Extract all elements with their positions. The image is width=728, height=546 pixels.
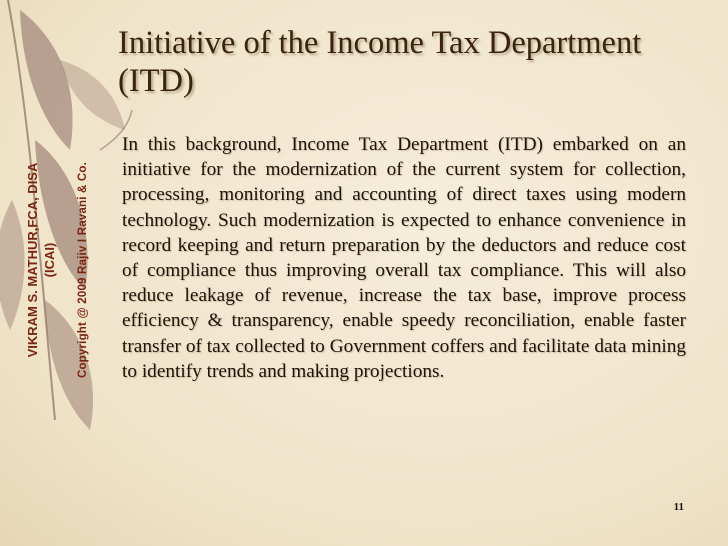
sidebar-author [24, 110, 58, 410]
page-number: 11 [673, 501, 684, 513]
author-line-2: (ICAI) [42, 242, 57, 278]
sidebar-copyright: Copyright @ 2009 Rajiv I Ravani & Co. [77, 161, 89, 379]
slide-title: Initiative of the Income Tax Department (ITD) [118, 25, 642, 99]
author-line-1: VIKRAM S. MATHUR,FCA, DISA [25, 162, 40, 358]
slide-body-text: In this background, Income Tax Department (ITD) embarked on an initiative for the modernization of the current system for collection, processing, monitoring and accounting of direct taxes using modern technology. Such modernization is expected to enhance convenience in record keeping and return preparation by the deductors and reduce cost of compliance thus improving overall tax compliance. This will also reduce leakage of revenue, increase the tax base, improve process efficiency & transparency, enable speedy reconciliation, enable faster transfer of tax collected to Government coffers and facilitate data mining to identify trends and making projections. [122, 134, 686, 382]
